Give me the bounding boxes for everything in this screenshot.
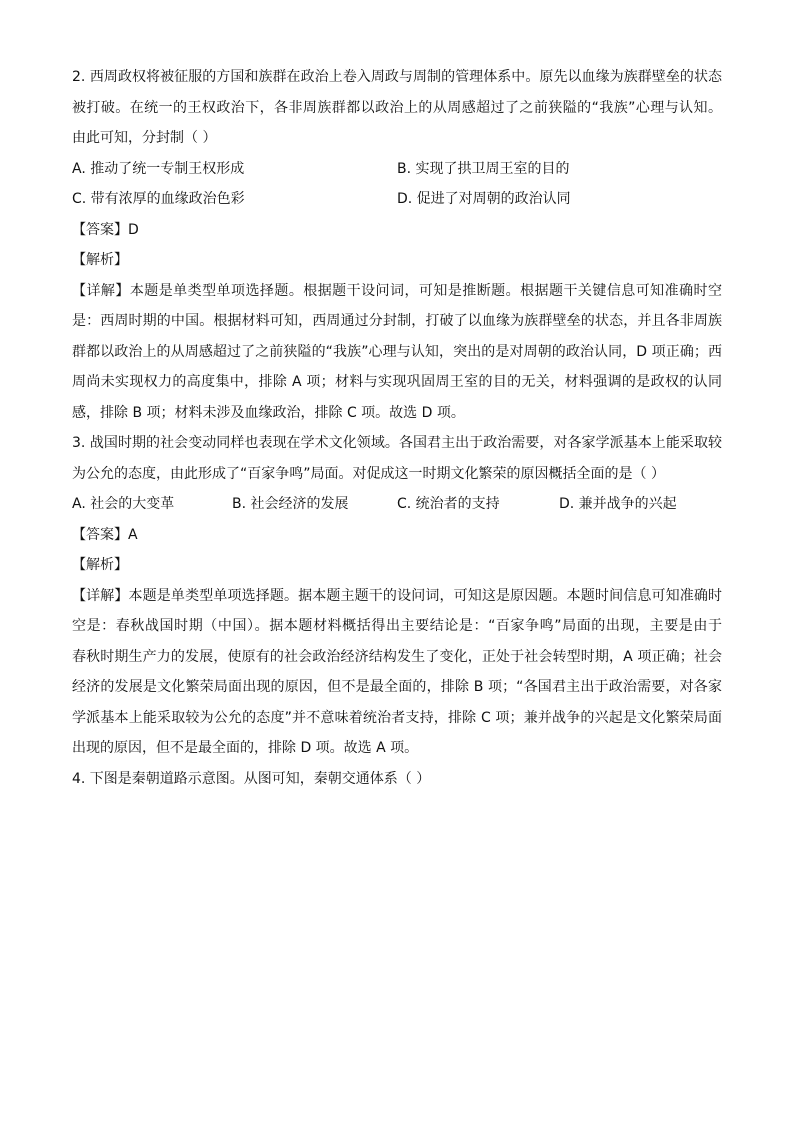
q2-analysis-label: 【解析】 <box>72 252 128 268</box>
q3-detail-line-1: 【详解】本题是单类型单项选择题。据本题主题干的设问词，可知这是原因题。本题时间信息可知准确时 <box>72 587 722 604</box>
q2-option-c[interactable]: C. 带有浓厚的血缘政治色彩 <box>72 191 245 207</box>
q3-answer-label: 【答案】 <box>72 526 128 543</box>
document-page <box>72 62 722 794</box>
q3-detail-line-5: 学派基本上能采取较为公允的态度”并不意味着统治者支持，排除 C 项；兼并战争的兴起是文化繁荣局面 <box>72 709 722 726</box>
q2-options-row-2 <box>72 184 722 215</box>
q3-detail-line-6: 出现的原因，但不是最全面的，排除 D 项。故选 A 项。 <box>72 740 419 756</box>
q2-answer <box>72 215 722 246</box>
q2-detail-line-2: 是：西周时期的中国。根据材料可知，西周通过分封制，打破了以血缘为族群壁垒的状态，并且各非周族 <box>72 313 722 329</box>
q2-stem-line-2: 被打破。在统一的王权政治下，各非周族群都以政治上的从周感超过了之前狭隘的“我族”心理与认知。 <box>72 99 722 116</box>
q3-analysis-label: 【解析】 <box>72 557 128 573</box>
q3-detail-line-2: 空是：春秋战国时期（中国）。据本题材料概括得出主要结论是：“百家争鸣”局面的出现，主要是由于 <box>72 618 722 634</box>
q2-detail-line-3: 群都以政治上的从周感超过了之前狭隘的“我族”心理与认知，突出的是对周朝的政治认同，D 项正确；西 <box>72 343 722 360</box>
q2-detail-line-1: 【详解】本题是单类型单项选择题。根据题干设问词，可知是推断题。根据题干关键信息可知准确时空 <box>72 282 722 299</box>
q3-option-d[interactable]: D. 兼并战争的兴起 <box>559 496 677 512</box>
q3-answer-value: A <box>128 526 138 543</box>
q3-option-a[interactable]: A. 社会的大变革 <box>72 496 175 512</box>
q3-detail-line-3: 春秋时期生产力的发展，使原有的社会政治经济结构发生了变化，正处于社会转型时期，A 项正确；社会 <box>72 648 722 665</box>
q2-answer-label: 【答案】 <box>72 221 128 238</box>
q2-option-d[interactable]: D. 促进了对周朝的政治认同 <box>397 191 571 207</box>
q2-stem-line-1: 2. 西周政权将被征服的方国和族群在政治上卷入周政与周制的管理体系中。原先以血缘为族群壁垒的状态 <box>72 69 722 85</box>
q3-option-c[interactable]: C. 统治者的支持 <box>397 496 500 512</box>
q2-detail-line-5: 感，排除 B 项；材料未涉及血缘政治，排除 C 项。故选 D 项。 <box>72 404 465 421</box>
q3-stem-line-2: 为公允的态度，由此形成了“百家争鸣”局面。对促成这一时期文化繁荣的原因概括全面的是（ ） <box>72 465 665 482</box>
q2-stem-line-3: 由此可知，分封制（ ） <box>72 130 217 146</box>
q3-option-b[interactable]: B. 社会经济的发展 <box>232 496 349 512</box>
q2-options-row-1 <box>72 154 722 185</box>
question-4 <box>72 764 722 795</box>
q3-stem-line-1: 3. 战国时期的社会变动同样也表现在学术文化领域。各国君主出于政治需要，对各家学派基本上能采取较 <box>72 435 722 451</box>
question-2 <box>72 62 722 428</box>
q2-option-a[interactable]: A. 推动了统一专制王权形成 <box>72 160 245 177</box>
q2-answer-value: D <box>128 221 139 238</box>
q3-answer <box>72 520 722 551</box>
q2-detail-line-4: 周尚未实现权力的高度集中，排除 A 项；材料与实现巩固周王室的目的无关，材料强调的是政权的认同 <box>72 374 722 390</box>
question-3 <box>72 428 722 764</box>
q3-options-row <box>72 489 722 520</box>
q3-detail-line-4: 经济的发展是文化繁荣局面出现的原因，但不是最全面的，排除 B 项；“各国君主出于政治需要，对各家 <box>72 679 722 695</box>
q2-option-b[interactable]: B. 实现了拱卫周王室的目的 <box>397 160 570 177</box>
q4-stem: 4. 下图是秦朝道路示意图。从图可知，秦朝交通体系（ ） <box>72 770 431 787</box>
